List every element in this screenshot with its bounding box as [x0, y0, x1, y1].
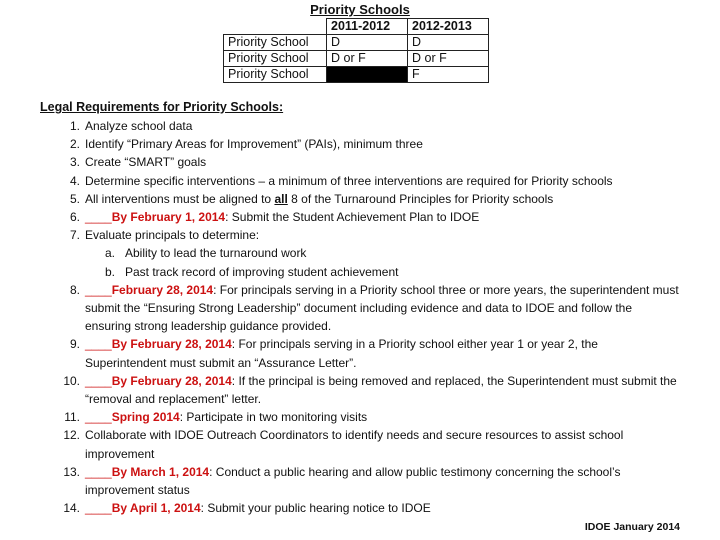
list-item: [40, 117, 680, 135]
table-row: [224, 67, 489, 83]
item-text: All interventions must be aligned to: [85, 191, 275, 206]
item-number: 8.: [69, 282, 80, 297]
item-text: For principals serving in a Priority school three or more years, the superintendent must submit the “Ensuring Strong Leadership” document including evidence and data to IDOE and follow the ensuring strong leadership guidance provided.: [85, 282, 679, 334]
item-text: Participate in two monitoring visits: [183, 410, 368, 425]
list-item: [40, 372, 680, 408]
requirements-list: [40, 117, 680, 517]
sub-item-letter: a.: [105, 246, 116, 261]
table-cell: D or F: [327, 51, 408, 67]
item-number: 12.: [63, 428, 80, 443]
table-cell: F: [408, 67, 489, 83]
date-blank: ____: [85, 337, 112, 352]
item-text: Collaborate with IDOE Outreach Coordinators to identify needs and secure resources to assist school improvement: [85, 428, 624, 461]
list-item: [40, 208, 680, 226]
deadline-date: By March 1, 2014: [111, 464, 210, 479]
list-item: [40, 499, 680, 517]
table-cell: Priority School: [224, 35, 327, 51]
priority-schools-table: [223, 18, 489, 83]
item-text: 8 of the Turnaround Principles for Priority schools: [287, 191, 554, 206]
date-blank: ____: [85, 210, 112, 225]
list-item: [40, 226, 680, 281]
item-text: Determine specific interventions – a minimum of three interventions are required for Priority schools: [85, 173, 613, 188]
item-number: 5.: [69, 191, 80, 206]
deadline-date: Spring 2014: [111, 410, 180, 425]
date-blank: ____: [85, 373, 112, 388]
sub-list-item: [85, 263, 680, 281]
item-number: 9.: [69, 337, 80, 352]
list-item: [40, 190, 680, 208]
sub-item-letter: b.: [105, 264, 116, 279]
list-item: [40, 135, 680, 153]
item-text: Create “SMART” goals: [85, 155, 207, 170]
table-header-cell: 2012-2013: [408, 19, 489, 35]
section-heading: Legal Requirements for Priority Schools:: [40, 100, 284, 114]
item-text: For principals serving in a Priority school either year 1 or year 2, the Superintendent must submit an “Assurance Letter”.: [85, 337, 598, 370]
deadline-date: By April 1, 2014: [111, 501, 201, 516]
item-emphasis: all: [274, 191, 288, 206]
list-item: [40, 172, 680, 190]
date-blank: ____: [85, 410, 112, 425]
sub-list: [85, 244, 680, 280]
date-blank: ____: [85, 464, 112, 479]
table-cell: D or F: [408, 51, 489, 67]
table-cell: D: [408, 35, 489, 51]
item-text: Submit the Student Achievement Plan to IDOE: [228, 210, 480, 225]
item-number: 14.: [63, 501, 80, 516]
sub-item-text: Past track record of improving student achievement: [125, 264, 399, 279]
table-row: [224, 51, 489, 67]
table-cell: Priority School: [224, 67, 327, 83]
item-number: 1.: [69, 119, 80, 133]
sub-list-item: [85, 244, 680, 262]
footer-note: IDOE January 2014: [584, 521, 680, 533]
page-title: Priority Schools: [310, 2, 410, 17]
item-colon: :: [231, 373, 236, 388]
table-row: [224, 35, 489, 51]
item-number: 7.: [69, 228, 80, 243]
table-cell-blacked-out: [327, 67, 408, 83]
table-header-cell: 2011-2012: [327, 19, 408, 35]
item-text: Conduct a public hearing and allow public testimony concerning the school’s improvement status: [85, 464, 621, 498]
deadline-date: By February 1, 2014: [111, 210, 226, 225]
date-blank: ____: [85, 501, 112, 516]
item-number: 13.: [63, 464, 80, 479]
table-cell: D: [327, 35, 408, 51]
item-colon: :: [209, 464, 213, 479]
table-header-row: [224, 19, 489, 35]
item-colon: :: [200, 501, 204, 516]
list-item: [40, 335, 680, 371]
date-blank: ____: [85, 282, 112, 297]
list-item: [40, 153, 680, 171]
deadline-date: February 28, 2014: [111, 282, 214, 297]
list-item: [40, 426, 680, 462]
table-header-cell: [224, 19, 327, 35]
list-item: [40, 281, 680, 336]
item-colon: :: [179, 410, 184, 425]
list-item: [40, 463, 680, 499]
item-text: Analyze school data: [85, 119, 193, 133]
deadline-date: By February 28, 2014: [111, 337, 232, 352]
item-number: 4.: [69, 173, 80, 188]
item-text: Evaluate principals to determine:: [85, 228, 260, 243]
item-text: Submit your public hearing notice to IDOE: [203, 501, 431, 516]
item-colon: :: [213, 282, 217, 297]
list-item: [40, 408, 680, 426]
item-colon: :: [231, 337, 236, 352]
item-colon: :: [225, 210, 229, 225]
item-number: 2.: [69, 137, 80, 152]
item-text: If the principal is being removed and replaced, the Superintendent must submit the “removal and replacement” letter.: [85, 373, 677, 407]
sub-item-text: Ability to lead the turnaround work: [125, 246, 307, 261]
item-number: 11.: [64, 410, 80, 425]
item-number: 3.: [69, 155, 80, 170]
deadline-date: By February 28, 2014: [111, 373, 232, 388]
item-number: 6.: [69, 210, 80, 225]
table-cell: Priority School: [224, 51, 327, 67]
item-text: Identify “Primary Areas for Improvement” (PAIs), minimum three: [85, 137, 423, 152]
item-number: 10.: [63, 373, 80, 388]
